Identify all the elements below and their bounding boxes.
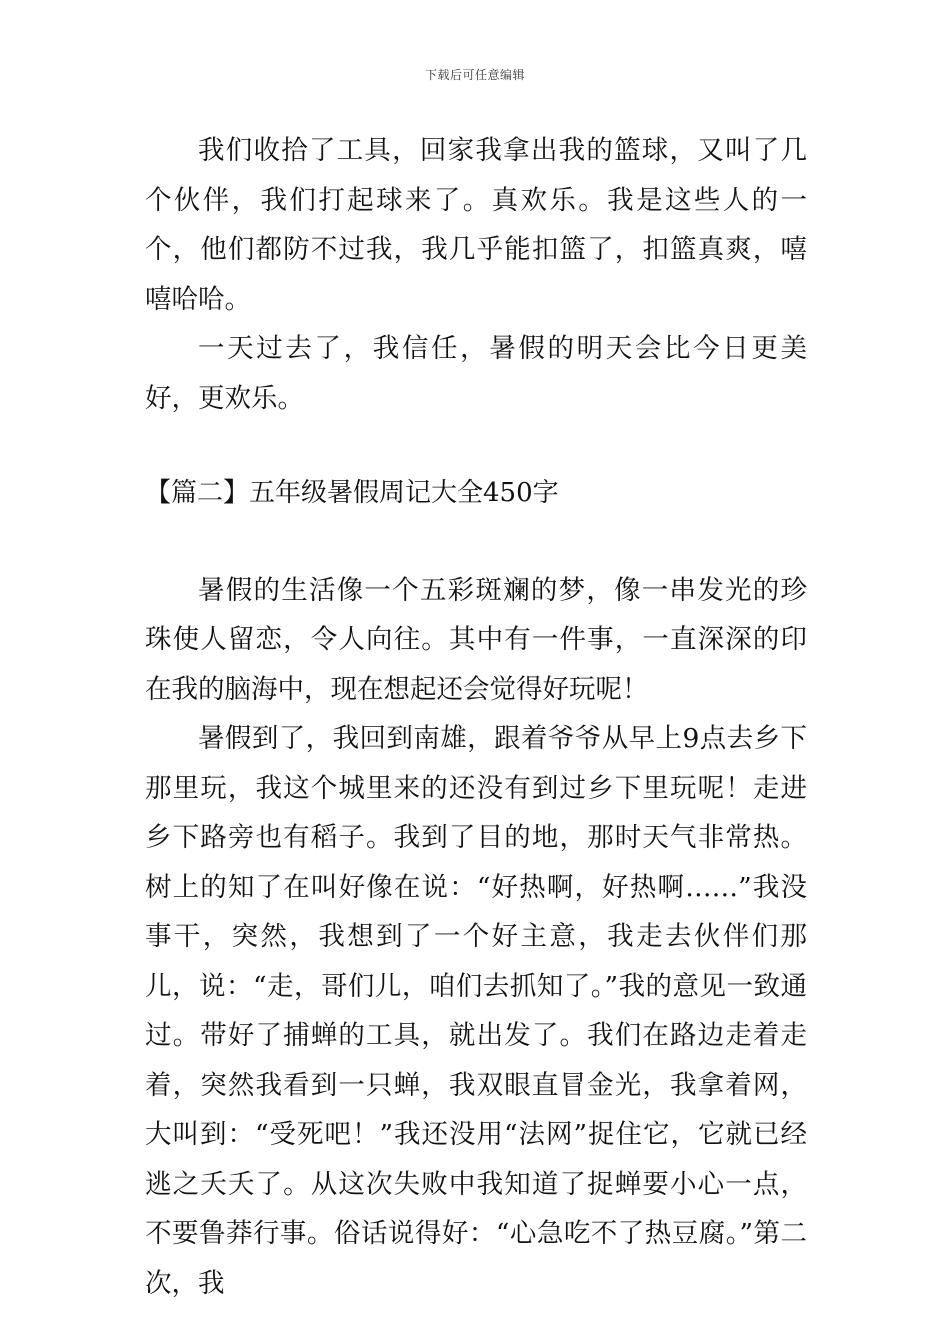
paragraph: 暑假的生活像一个五彩斑斓的梦，像一串发光的珍珠使人留恋，令人向往。其中有一件事，一直深深的印在我的脑海中，现在想起还会觉得好玩呢！ — [145, 574, 807, 705]
document-body — [145, 126, 807, 1308]
paragraph: 一天过去了，我信任，暑假的明天会比今日更美好，更欢乐。 — [145, 333, 807, 414]
paragraph: 我们收拾了工具，回家我拿出我的篮球，又叫了几个伙伴，我们打起球来了。真欢乐。我是这些人的一个，他们都防不过我，我几乎能扣篮了，扣篮真爽，嘻嘻哈哈。 — [145, 135, 807, 315]
section-heading: 【篇二】五年级暑假周记大全450字 — [145, 478, 559, 508]
page-header: 下载后可任意编辑 — [424, 68, 525, 82]
paragraph: 暑假到了，我回到南雄，跟着爷爷从早上9点去乡下那里玩，我这个城里来的还没有到过乡下里玩呢！走进乡下路旁也有稻子。我到了目的地，那时天气非常热。树上的知了在叫好像在说：“好热啊，好热啊……”我没事干，突然，我想到了一个好主意，我走去伙伴们那儿，说：“走，哥们儿，咱们去抓知了。”我的意见一致通过。带好了捕蝉的工具，就出发了。我们在路边走着走着，突然我看到一只蝉，我双眼直冒金光，我拿着网，大叫到：“受死吧！”我还没用“法网”捉住它，它就已经逃之夭夭了。从这次失败中我知道了捉蝉要小心一点，不要鲁莽行事。俗话说得好：“心急吃不了热豆腐。”第二次，我 — [145, 723, 807, 1299]
spacer — [145, 519, 807, 566]
